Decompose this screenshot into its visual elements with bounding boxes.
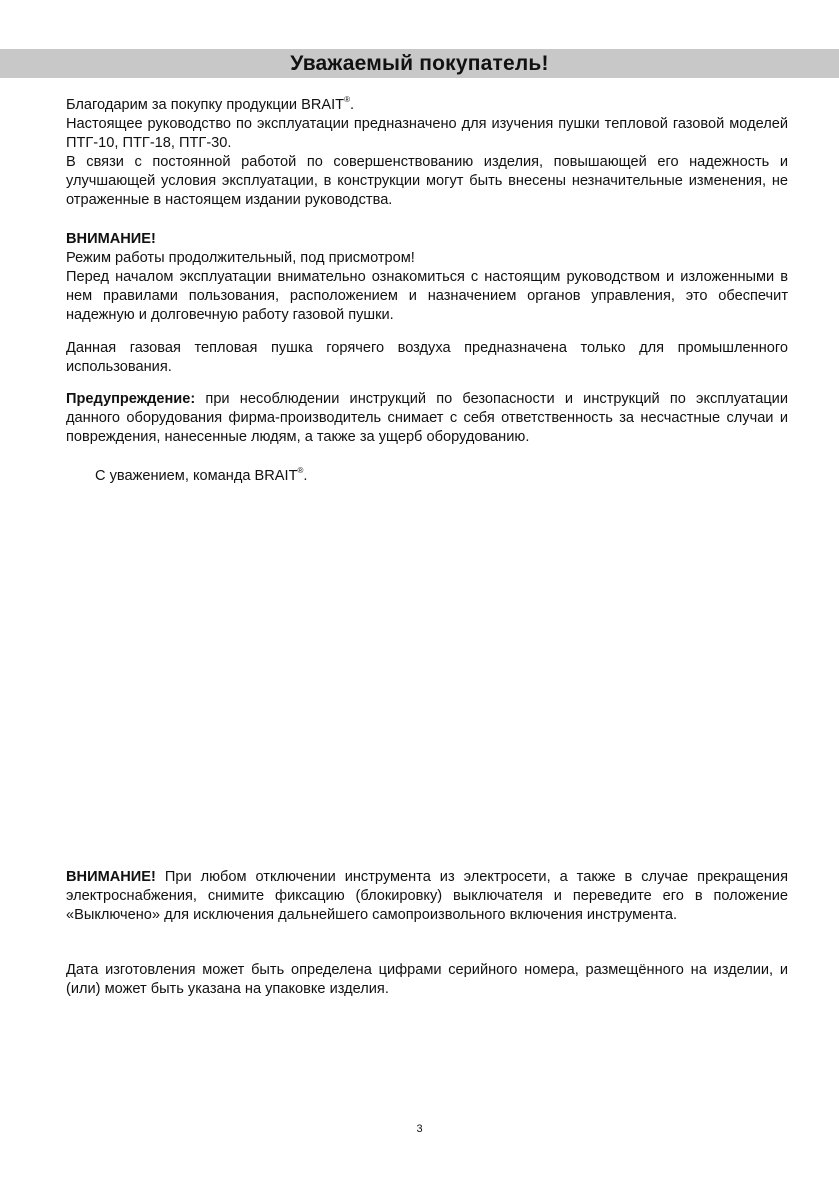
regards-line (95, 467, 695, 486)
page-title: Уважаемый покупатель! (290, 51, 549, 75)
caution-section (66, 390, 788, 447)
manufacture-date-section (66, 961, 788, 999)
regards-end: . (303, 468, 308, 484)
attention-paragraph (66, 868, 788, 925)
thanks-paragraph (66, 96, 788, 115)
caution-label: Предупреждение: (66, 391, 196, 407)
intro-section (66, 96, 788, 210)
attention-section (66, 868, 788, 925)
manufacture-date-paragraph: Дата изготовления может быть определена цифрами серийного номера, размещённого на изделии, и (или) может быть указана на упаковке изделия. (66, 962, 788, 997)
caution-text: при несоблюдении инструкций по безопасности и инструкций по эксплуатации данного оборудования фирма-производитель снимает с себя ответственность за несчастные случаи и повреждения, нанесенные людям, а также за ущерб оборудованию. (66, 391, 788, 445)
operation-mode-text: Режим работы продолжительный, под присмотром! (66, 250, 415, 266)
page-number: 3 (416, 1123, 423, 1135)
regards-text: С уважением, команда BRAIT (95, 468, 298, 484)
thanks-text: Благодарим за покупку продукции BRAIT (66, 97, 345, 113)
warning-section (66, 230, 788, 325)
registered-mark: ® (344, 95, 350, 104)
registered-mark: ® (297, 466, 304, 475)
thanks-end: . (349, 97, 355, 113)
warning-heading: ВНИМАНИЕ! (66, 231, 156, 247)
attention-text: При любом отключении инструмента из электросети, а также в случае прекращения электроснабжения, снимите фиксацию (блокировку) выключателя и переведите его в положение «Выключено» для исключения дальнейшего самопроизвольного включения инструмента. (66, 869, 788, 923)
industrial-use-paragraph: Данная газовая тепловая пушка горячего воздуха предназначена только для промышленного использования. (66, 340, 788, 375)
regards-section (95, 467, 695, 486)
purpose-section (66, 339, 788, 377)
attention-label: ВНИМАНИЕ! (66, 869, 156, 885)
caution-paragraph (66, 390, 788, 447)
read-manual-paragraph: Перед началом эксплуатации внимательно ознакомиться с настоящим руководством и изложенными в нем правилами пользования, расположением и назначением органов управления, это обеспечит надежную и долговечную работу газовой пушки. (66, 269, 788, 323)
title-banner (0, 49, 839, 78)
design-changes-paragraph: В связи с постоянной работой по совершенствованию изделия, повышающей его надежность и улучшающей условия эксплуатации, в конструкции могут быть внесены незначительные изменения, не отраженные в настоящем издании руководства. (66, 154, 788, 208)
manual-purpose-paragraph: Настоящее руководство по эксплуатации предназначено для изучения пушки тепловой газовой моделей ПТГ-10, ПТГ-18, ПТГ-30. (66, 116, 788, 151)
